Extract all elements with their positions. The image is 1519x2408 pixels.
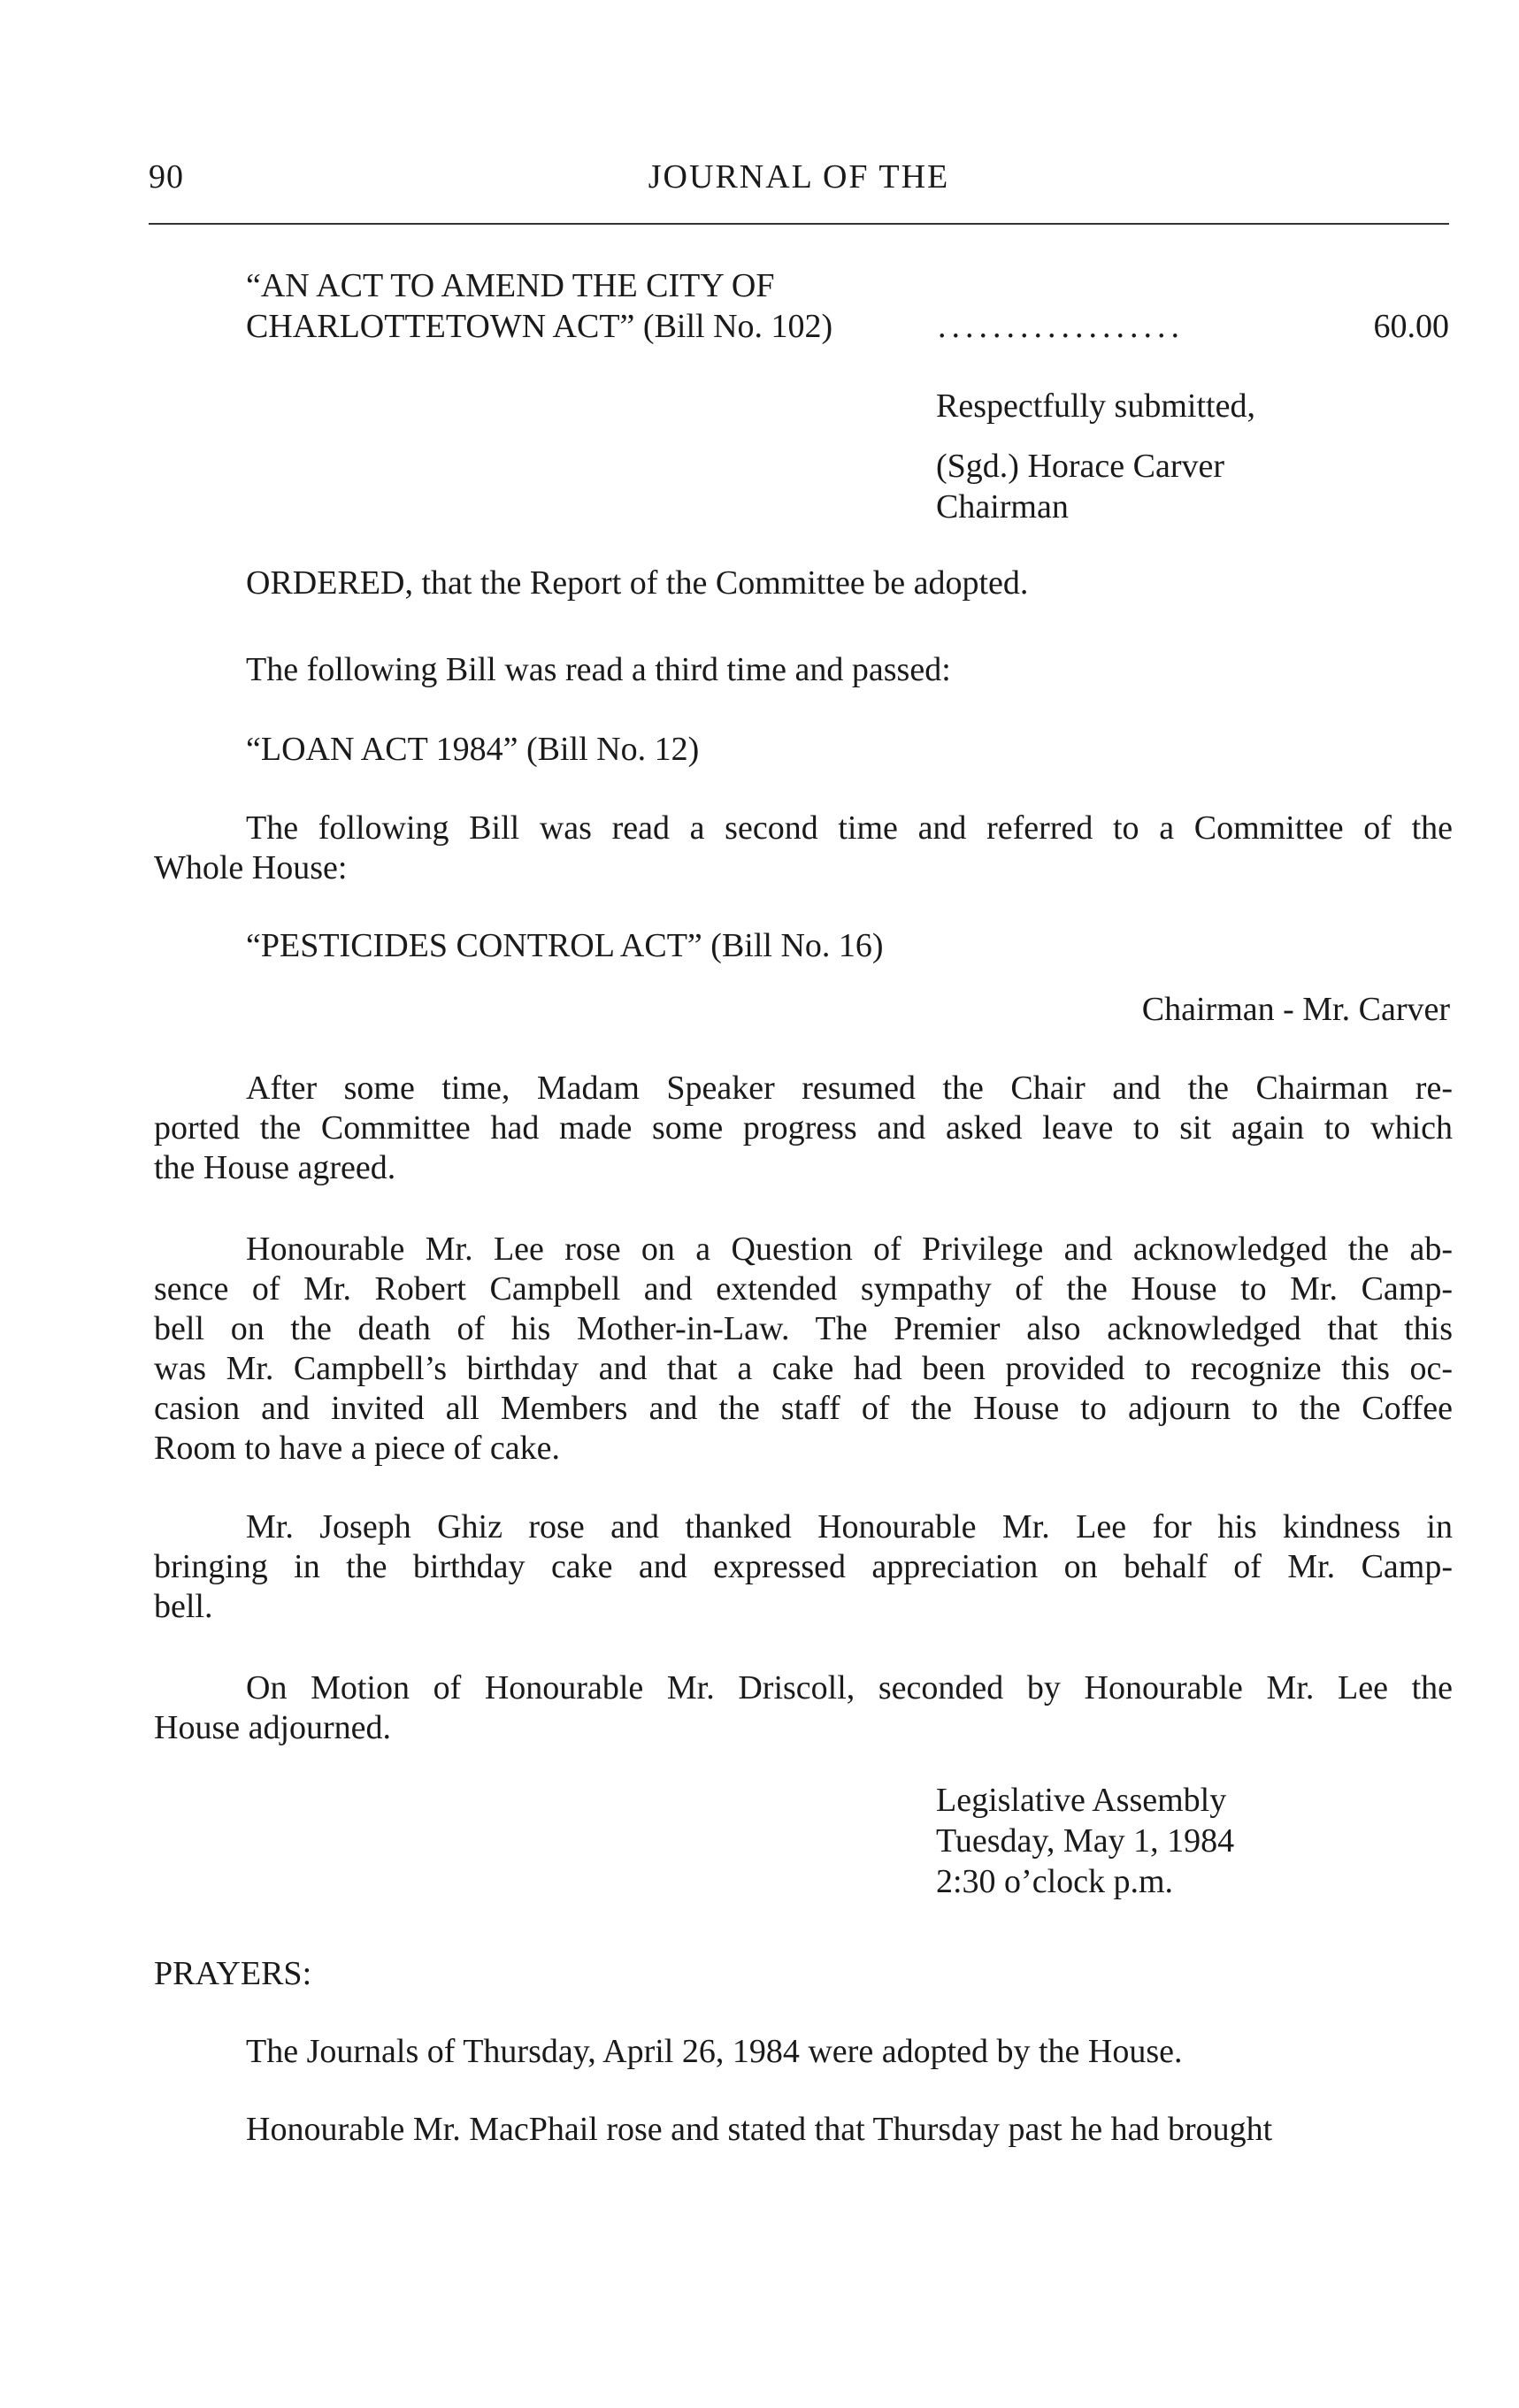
dot-leader: .................. <box>938 308 1185 345</box>
second-reading-para <box>154 809 1453 888</box>
committee-chairman: Chairman - Mr. Carver <box>1141 991 1450 1028</box>
adjournment-paragraph <box>154 1668 1453 1748</box>
para-line: Honourable Mr. Lee rose on a Question of Privilege and acknowledged the ab- <box>246 1231 1453 1268</box>
fee-bill-title-line1: “AN ACT TO AMEND THE CITY OF <box>246 267 775 304</box>
session-body: Legislative Assembly <box>936 1782 1227 1819</box>
fee-item <box>246 265 1449 347</box>
para-line: On Motion of Honourable Mr. Driscoll, seconded by Honourable Mr. Lee the <box>246 1669 1453 1706</box>
ghiz-paragraph <box>154 1507 1453 1627</box>
session-header <box>936 1780 1234 1902</box>
signature-name: (Sgd.) Horace Carver <box>936 448 1225 485</box>
para-line: casion and invited all Members and the staff of the House to adjourn to the Coffee <box>154 1390 1453 1427</box>
session-time: 2:30 o’clock p.m. <box>936 1863 1174 1900</box>
signature-title: Chairman <box>936 488 1069 525</box>
third-reading-intro: The following Bill was read a third time and passed: <box>246 651 951 688</box>
para-line: Mr. Joseph Ghiz rose and thanked Honourable Mr. Lee for his kindness in <box>246 1508 1453 1545</box>
session-date: Tuesday, May 1, 1984 <box>936 1822 1235 1860</box>
para-line: bringing in the birthday cake and expressed appreciation on behalf of Mr. Camp- <box>154 1548 1453 1585</box>
para-line: sence of Mr. Robert Campbell and extended sympathy of the House to Mr. Camp- <box>154 1270 1453 1308</box>
ordered-line: ORDERED, that the Report of the Committee be adopted. <box>246 564 1029 602</box>
fee-bill-title-line2: CHARLOTTETOWN ACT” (Bill No. 102) <box>246 308 833 345</box>
para-line: After some time, Madam Speaker resumed the Chair and the Chairman re- <box>246 1070 1453 1107</box>
para-line: House adjourned. <box>154 1709 392 1746</box>
second-reading-bill: “PESTICIDES CONTROL ACT” (Bill No. 16) <box>246 927 884 964</box>
third-reading-bill: “LOAN ACT 1984” (Bill No. 12) <box>246 731 700 768</box>
signature-closing: Respectfully submitted, <box>936 387 1255 425</box>
para-line: the House agreed. <box>154 1149 396 1186</box>
page-header <box>149 157 1449 202</box>
page-number: 90 <box>149 158 184 196</box>
prayers-heading: PRAYERS: <box>154 1955 312 1992</box>
para-line: bell on the death of his Mother-in-Law. The Premier also acknowledged that this <box>154 1310 1453 1347</box>
para-line: was Mr. Campbell’s birthday and that a cake had been provided to recognize this oc- <box>154 1350 1453 1387</box>
journals-adopted-line: The Journals of Thursday, April 26, 1984 were adopted by the House. <box>246 2033 1183 2070</box>
progress-paragraph <box>154 1069 1453 1188</box>
privilege-paragraph <box>154 1230 1453 1469</box>
para-line: Whole House: <box>154 849 348 886</box>
report-signature <box>936 386 1255 527</box>
running-head: JOURNAL OF THE <box>648 158 950 196</box>
para-line: The following Bill was read a second time and referred to a Committee of the <box>246 809 1453 847</box>
fee-amount: 60.00 <box>1373 308 1449 345</box>
para-line: bell. <box>154 1588 213 1625</box>
header-rule <box>149 223 1449 225</box>
para-line: Room to have a piece of cake. <box>154 1430 560 1467</box>
para-line: ported the Committee had made some progress and asked leave to sit again to which <box>154 1109 1453 1146</box>
macphail-line: Honourable Mr. MacPhail rose and stated that Thursday past he had brought <box>246 2111 1273 2148</box>
